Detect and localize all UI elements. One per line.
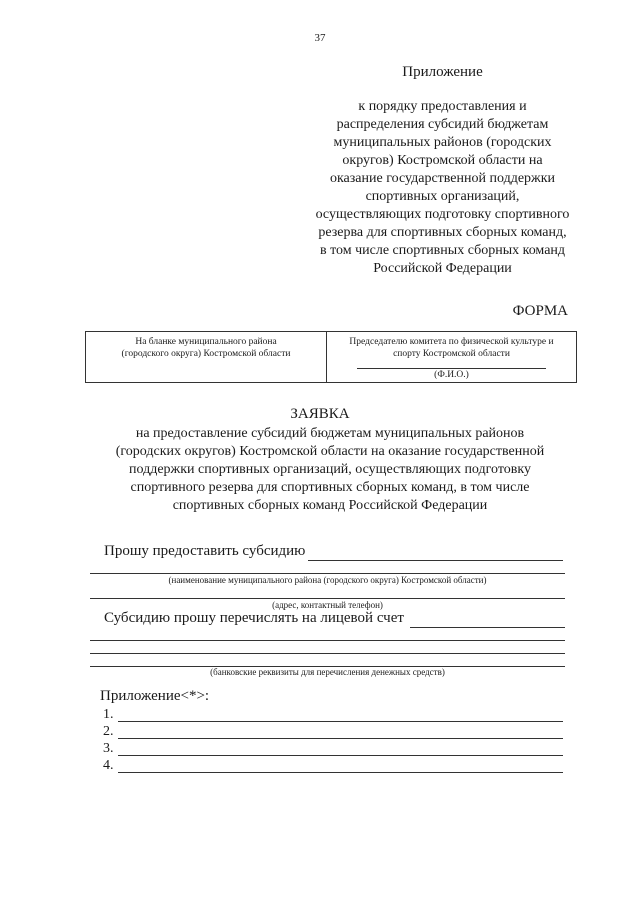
appendix-line: муниципальных районов (городских <box>333 135 552 150</box>
appendix-line: Российской Федерации <box>373 261 512 276</box>
bank-field-line-1[interactable] <box>90 640 565 641</box>
addressee-line: Председателю комитета по физической культуре и <box>349 337 554 347</box>
attachments-label: Приложение<*>: <box>100 688 210 704</box>
letterhead-line: На бланке муниципального района <box>135 337 277 347</box>
page-number: 37 <box>314 32 326 44</box>
application-subtitle <box>60 425 600 515</box>
attachment-number: 3. <box>103 741 114 756</box>
attachment-field-line-3[interactable] <box>118 755 563 756</box>
addressee-cell <box>327 332 576 382</box>
bank-caption: (банковские реквизиты для перечисления денежных средств) <box>210 667 445 677</box>
municipality-field-line[interactable] <box>90 573 565 574</box>
appendix-line: округов) Костромской области на <box>342 153 543 168</box>
address-caption: (адрес, контактный телефон) <box>272 600 383 610</box>
appendix-title: Приложение <box>402 64 483 80</box>
appendix-line: осуществляющих подготовку спортивного <box>315 207 570 222</box>
appendix-line: оказание государственной поддержки <box>329 171 556 186</box>
appendix-line: спортивных организаций, <box>365 189 520 204</box>
account-field-line[interactable] <box>410 627 565 628</box>
attachment-field-line-4[interactable] <box>118 772 563 773</box>
letterhead-cell <box>86 332 327 382</box>
attachment-field-line-1[interactable] <box>118 721 563 722</box>
application-line: спортивных сборных команд Российской Федерации <box>172 498 488 513</box>
request-field-line[interactable] <box>308 560 563 561</box>
appendix-line: распределения субсидий бюджетам <box>336 117 549 132</box>
appendix-line: к порядку предоставления и <box>358 99 527 114</box>
municipality-caption: (наименование муниципального района (городского округа) Костромской области) <box>168 575 487 585</box>
attachment-number: 2. <box>103 724 114 739</box>
form-label: ФОРМА <box>512 303 568 319</box>
attachment-number: 1. <box>103 707 114 722</box>
attachment-field-line-2[interactable] <box>118 738 563 739</box>
bank-field-line-2[interactable] <box>90 653 565 654</box>
application-title: ЗАЯВКА <box>290 406 350 422</box>
application-line: (городских округов) Костромской области на оказание государственной <box>115 444 545 459</box>
header-table <box>85 331 577 383</box>
application-line: на предоставление субсидий бюджетам муниципальных районов <box>135 426 525 441</box>
account-label: Субсидию прошу перечислять на лицевой счет <box>104 610 404 626</box>
addressee-line: спорту Костромской области <box>393 349 510 359</box>
fio-caption: (Ф.И.О.) <box>434 370 469 380</box>
appendix-subtitle <box>310 98 575 278</box>
application-line: спортивного резерва для спортивных сборных команд, в том числе <box>130 480 530 495</box>
application-line: поддержки спортивных организаций, осуществляющих подготовку <box>128 462 532 477</box>
appendix-line: резерва для спортивных сборных команд, <box>318 225 567 240</box>
attachment-number: 4. <box>103 758 114 773</box>
request-label: Прошу предоставить субсидию <box>104 543 306 559</box>
appendix-line: в том числе спортивных сборных команд <box>319 243 566 258</box>
letterhead-line: (городского округа) Костромской области <box>121 349 291 359</box>
address-field-line[interactable] <box>90 598 565 599</box>
